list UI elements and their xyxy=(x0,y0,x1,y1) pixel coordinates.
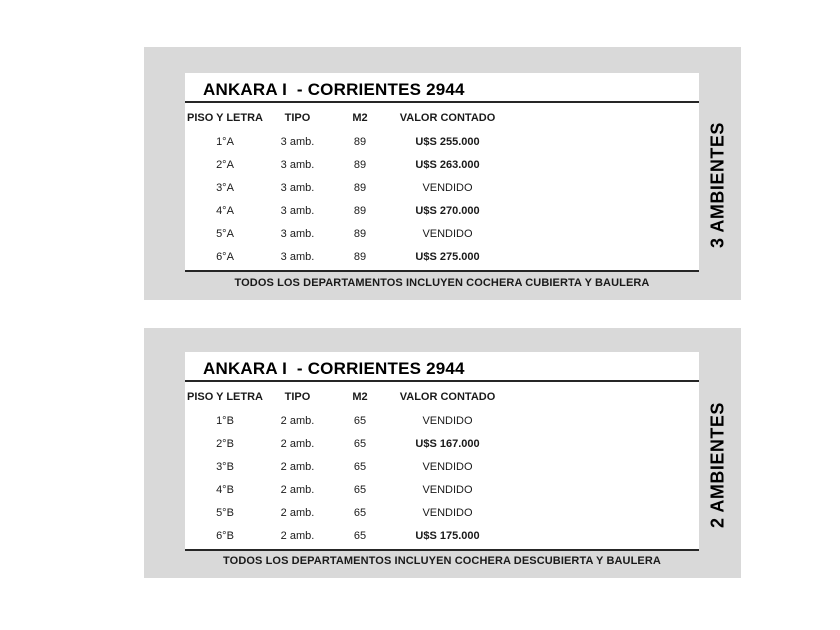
m2-cell: 89 xyxy=(353,181,367,194)
tipo-cell: 3 amb. xyxy=(280,135,315,148)
table-header xyxy=(185,105,699,130)
m2-cell: 89 xyxy=(353,204,367,217)
tipo-cell: 2 amb. xyxy=(280,506,315,519)
piso-cell: 1°A xyxy=(216,135,234,148)
table-row xyxy=(185,153,699,176)
table-row xyxy=(185,245,699,268)
table-row xyxy=(185,501,699,524)
m2-cell: 65 xyxy=(353,460,367,473)
tipo-cell: 3 amb. xyxy=(280,227,315,240)
card-title: ANKARA I - CORRIENTES 2944 xyxy=(185,352,699,382)
table-row xyxy=(185,455,699,478)
col-header-piso: PISO Y LETRA xyxy=(186,111,263,124)
footer-note: TODOS LOS DEPARTAMENTOS INCLUYEN COCHERA CUBIERTA Y BAULERA xyxy=(234,277,650,289)
m2-cell: 65 xyxy=(353,506,367,519)
col-header-valor: VALOR CONTADO xyxy=(399,390,496,403)
card-title: ANKARA I - CORRIENTES 2944 xyxy=(185,73,699,103)
valor-cell: VENDIDO xyxy=(422,483,473,496)
valor-cell: U$S 270.000 xyxy=(415,204,480,217)
col-header-tipo: TIPO xyxy=(284,390,311,403)
m2-cell: 89 xyxy=(353,158,367,171)
piso-cell: 6°A xyxy=(216,250,234,263)
m2-cell: 89 xyxy=(353,227,367,240)
col-header-m2: M2 xyxy=(352,390,368,403)
m2-cell: 65 xyxy=(353,483,367,496)
table-row xyxy=(185,409,699,432)
section-2-ambientes xyxy=(144,328,741,578)
side-label-2-ambientes: 2 AMBIENTES xyxy=(707,402,728,528)
table-body xyxy=(185,409,699,547)
piso-cell: 2°B xyxy=(216,437,234,450)
m2-cell: 65 xyxy=(353,529,367,542)
piso-cell: 5°B xyxy=(216,506,234,519)
valor-cell: VENDIDO xyxy=(422,227,473,240)
price-card-3amb xyxy=(185,73,699,272)
section-3-ambientes xyxy=(144,47,741,300)
tipo-cell: 2 amb. xyxy=(280,529,315,542)
tipo-cell: 2 amb. xyxy=(280,460,315,473)
piso-cell: 6°B xyxy=(216,529,234,542)
valor-cell: VENDIDO xyxy=(422,506,473,519)
piso-cell: 1°B xyxy=(216,414,234,427)
piso-cell: 5°A xyxy=(216,227,234,240)
tipo-cell: 3 amb. xyxy=(280,181,315,194)
tipo-cell: 3 amb. xyxy=(280,158,315,171)
valor-cell: U$S 275.000 xyxy=(415,250,480,263)
valor-cell: VENDIDO xyxy=(422,414,473,427)
col-header-valor: VALOR CONTADO xyxy=(399,111,496,124)
valor-cell: U$S 263.000 xyxy=(415,158,480,171)
table-row xyxy=(185,176,699,199)
valor-cell: U$S 175.000 xyxy=(415,529,480,542)
table-row xyxy=(185,478,699,501)
table-row xyxy=(185,432,699,455)
table-body xyxy=(185,130,699,268)
valor-cell: U$S 255.000 xyxy=(415,135,480,148)
valor-cell: U$S 167.000 xyxy=(415,437,480,450)
side-label-3-ambientes: 3 AMBIENTES xyxy=(707,122,728,249)
price-card-2amb xyxy=(185,352,699,551)
table-header xyxy=(185,384,699,409)
piso-cell: 3°B xyxy=(216,460,234,473)
valor-cell: VENDIDO xyxy=(422,460,473,473)
tipo-cell: 2 amb. xyxy=(280,437,315,450)
piso-cell: 3°A xyxy=(216,181,234,194)
m2-cell: 65 xyxy=(353,414,367,427)
footer-note: TODOS LOS DEPARTAMENTOS INCLUYEN COCHERA DESCUBIERTA Y BAULERA xyxy=(223,555,661,567)
table-row xyxy=(185,222,699,245)
col-header-piso: PISO Y LETRA xyxy=(186,390,263,403)
piso-cell: 2°A xyxy=(216,158,234,171)
valor-cell: VENDIDO xyxy=(422,181,473,194)
tipo-cell: 2 amb. xyxy=(280,483,315,496)
m2-cell: 89 xyxy=(353,250,367,263)
tipo-cell: 3 amb. xyxy=(280,250,315,263)
m2-cell: 89 xyxy=(353,135,367,148)
table-row xyxy=(185,130,699,153)
table-row xyxy=(185,524,699,547)
table-row xyxy=(185,199,699,222)
m2-cell: 65 xyxy=(353,437,367,450)
col-header-m2: M2 xyxy=(352,111,368,124)
tipo-cell: 3 amb. xyxy=(280,204,315,217)
piso-cell: 4°B xyxy=(216,483,234,496)
tipo-cell: 2 amb. xyxy=(280,414,315,427)
col-header-tipo: TIPO xyxy=(284,111,311,124)
piso-cell: 4°A xyxy=(216,204,234,217)
